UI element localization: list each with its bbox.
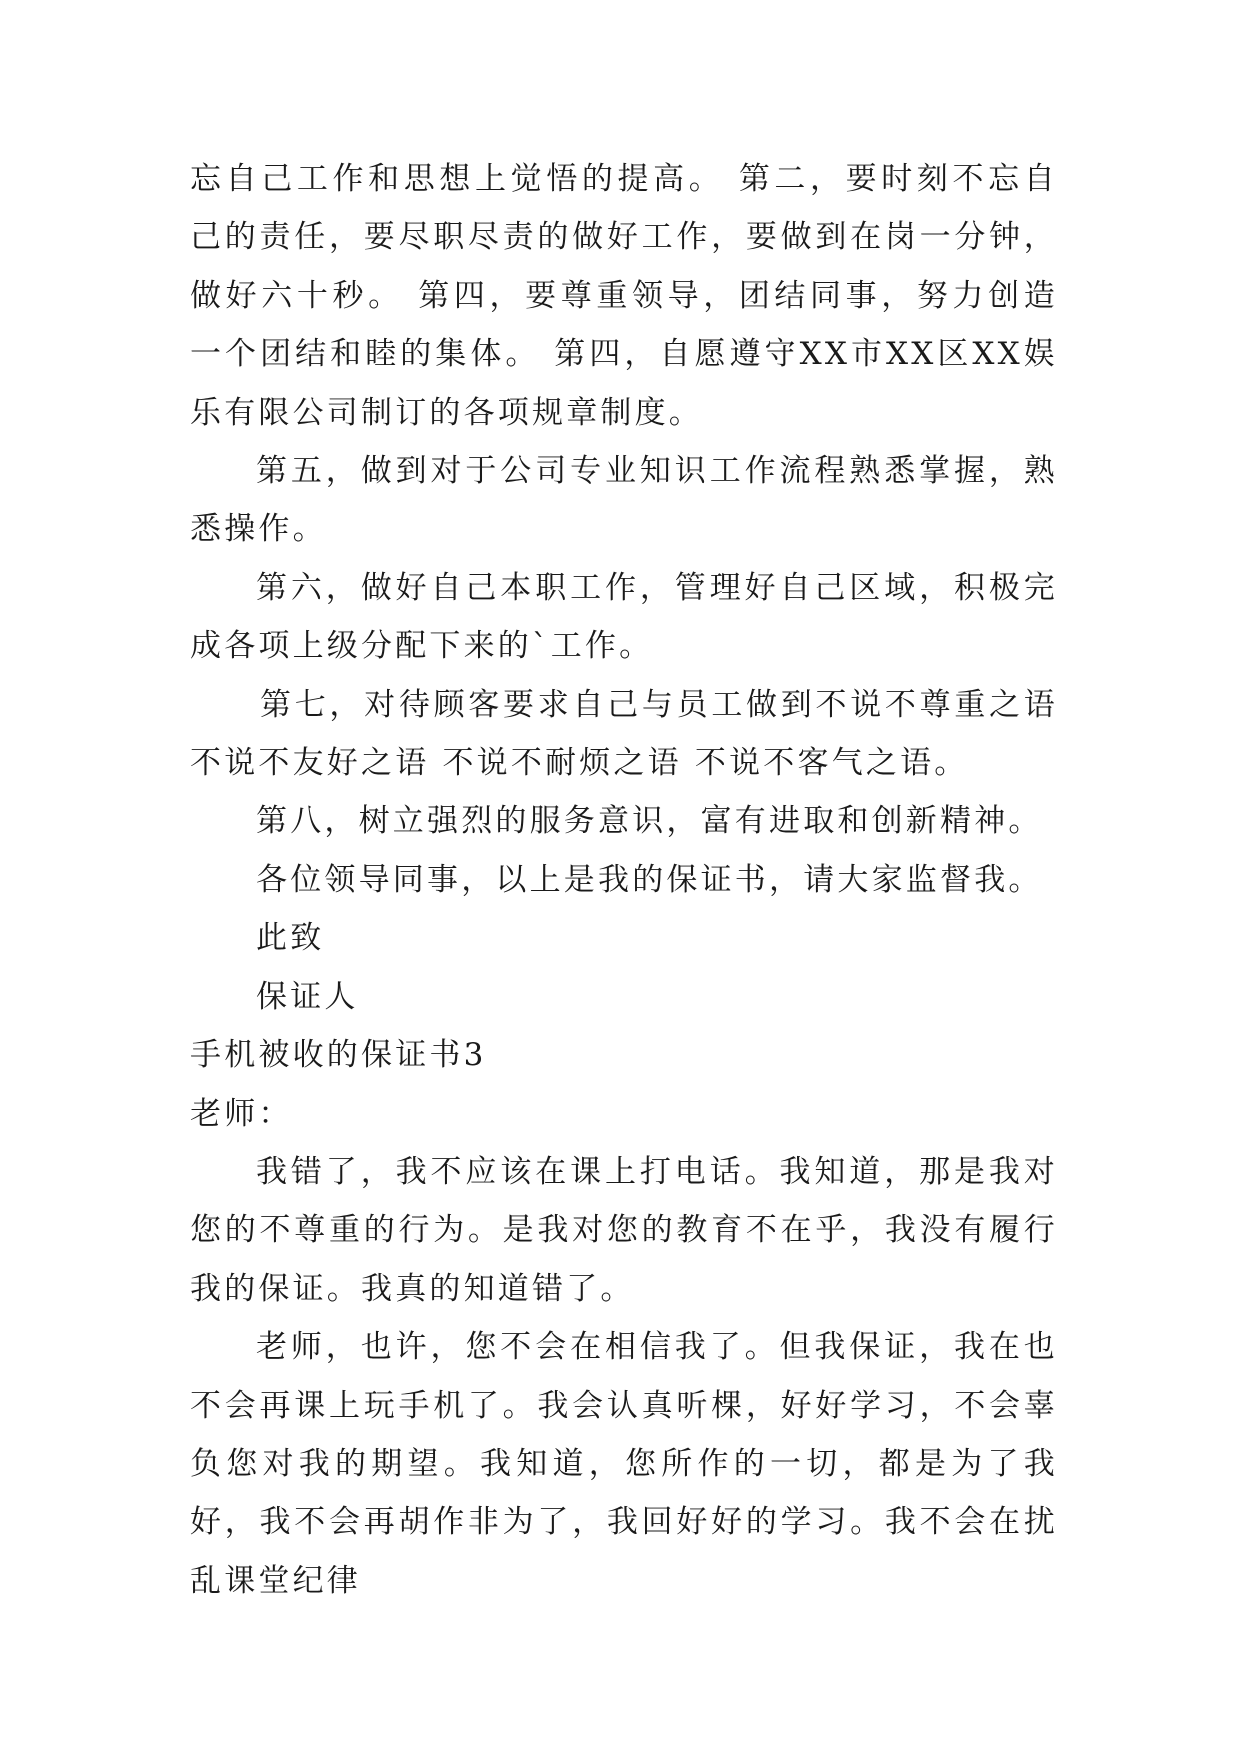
paragraph-responsibilities: 忘自己工作和思想上觉悟的提高。 第二，要时刻不忘自己的责任，要尽职尽责的做好工作，要做到在岗一分钟，做好六十秒。 第四，要尊重领导，团结同事，努力创造一个团结和睦的集体。 第四，自愿遵守XX市XX区XX娱乐有限公司制订的各项规章制度。 [190,161,1058,431]
paragraph-promise: 老师，也许，您不会在相信我了。但我保证，我在也不会再课上玩手机了。我会认真听棵，好好学习，不会辜负您对我的期望。我知道，您所作的一切，都是为了我好，我不会再胡作非为了，我回好好的学习。我不会在扰乱课堂纪律 [190,1329,1058,1599]
paragraph-apology: 我错了，我不应该在课上打电话。我知道，那是我对您的不尊重的行为。是我对您的教育不在乎，我没有履行我的保证。我真的知道错了。 [190,1153,1058,1307]
paragraph-eighth: 第八，树立强烈的服务意识，富有进取和创新精神。 [256,803,1043,840]
signature-guarantor: 保证人 [256,978,359,1015]
paragraph-seventh: 第七，对待顾客要求自己与员工做到不说不尊重之语 不说不友好之语 不说不耐烦之语 不说不客气之语。 [190,686,1058,782]
greeting-teacher: 老师： [190,1095,293,1132]
paragraph-fifth: 第五，做到对于公司专业知识工作流程熟悉掌握，熟悉操作。 [190,453,1058,548]
document-page [190,150,1058,1610]
paragraph-closing-request: 各位领导同事，以上是我的保证书，请大家监督我。 [256,861,1043,898]
section-heading: 手机被收的保证书3 [190,1037,487,1074]
paragraph-sixth: 第六，做好自己本职工作，管理好自己区域，积极完成各项上级分配下来的`工作。 [190,569,1058,665]
salutation-cizhi: 此致 [256,920,325,957]
